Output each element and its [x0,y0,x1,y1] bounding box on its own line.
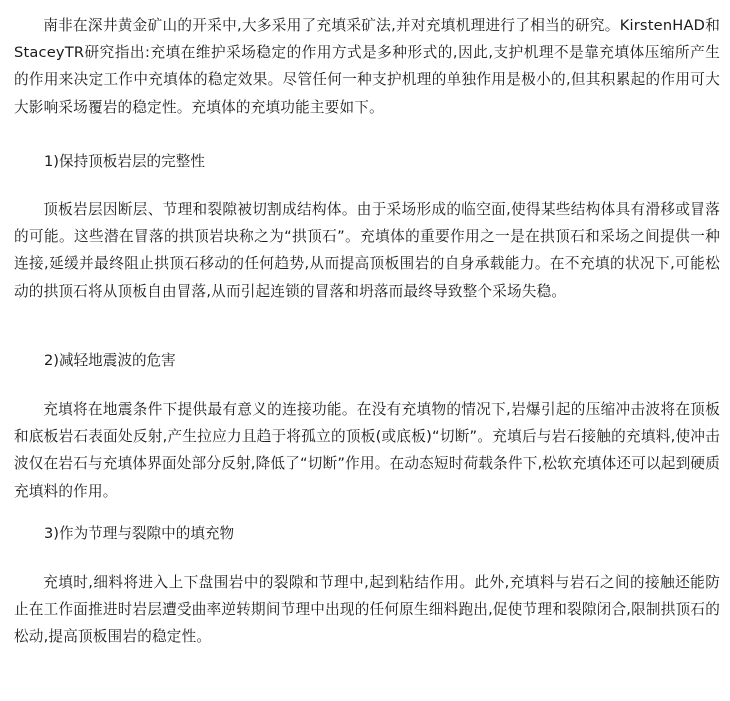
seismic-wave-paragraph: 充填将在地震条件下提供最有意义的连接功能。在没有充填物的情况下,岩爆引起的压缩冲击波将在顶板和底板岩石表面处反射,产生拉应力且趋于将孤立的顶板(或底板)“切断”。充填后与岩石接触的充填料,使冲击波仅在岩石与充填体界面处部分反射,降低了“切断”作用。在动态短时荷载条件下,松软充填体还可以起到硬质充填料的作用。 [14,401,720,500]
section-heading-1: 1)保持顶板岩层的完整性 [44,153,205,170]
section-heading-3: 3)作为节理与裂隙中的填充物 [44,525,235,542]
joint-filler-paragraph: 充填时,细料将进入上下盘围岩中的裂隙和节理中,起到粘结作用。此外,充填料与岩石之间的接触还能防止在工作面推进时岩层遭受曲率逆转期间节理中出现的任何原生细料跑出,促使节理和裂隙闭合,限制拱顶石的松动,提高顶板围岩的稳定性。 [14,574,720,646]
section-heading-2: 2)减轻地震波的危害 [44,352,176,369]
roof-integrity-paragraph: 顶板岩层因断层、节理和裂隙被切割成结构体。由于采场形成的临空面,使得某些结构体具有滑移或冒落的可能。这些潜在冒落的拱顶岩块称之为“拱顶石”。充填体的重要作用之一是在拱顶石和采场之间提供一种连接,延缓并最终阻止拱顶石移动的任何趋势,从而提高顶板围岩的自身承载能力。在不充填的状况下,可能松动的拱顶石将从顶板自由冒落,从而引起连锁的冒落和坍落而最终导致整个采场失稳。 [14,201,720,300]
intro-paragraph: 南非在深井黄金矿山的开采中,大多采用了充填采矿法,并对充填机理进行了相当的研究。KirstenHAD和StaceyTR研究指出:充填在维护采场稳定的作用方式是多种形式的,因此,支护机理不是靠充填体压缩所产生的作用来决定工作中充填体的稳定效果。尽管任何一种支护机理的单独作用是极小的,但其积累起的作用可大大影响采场覆岩的稳定性。充填体的充填功能主要如下。 [14,17,720,116]
